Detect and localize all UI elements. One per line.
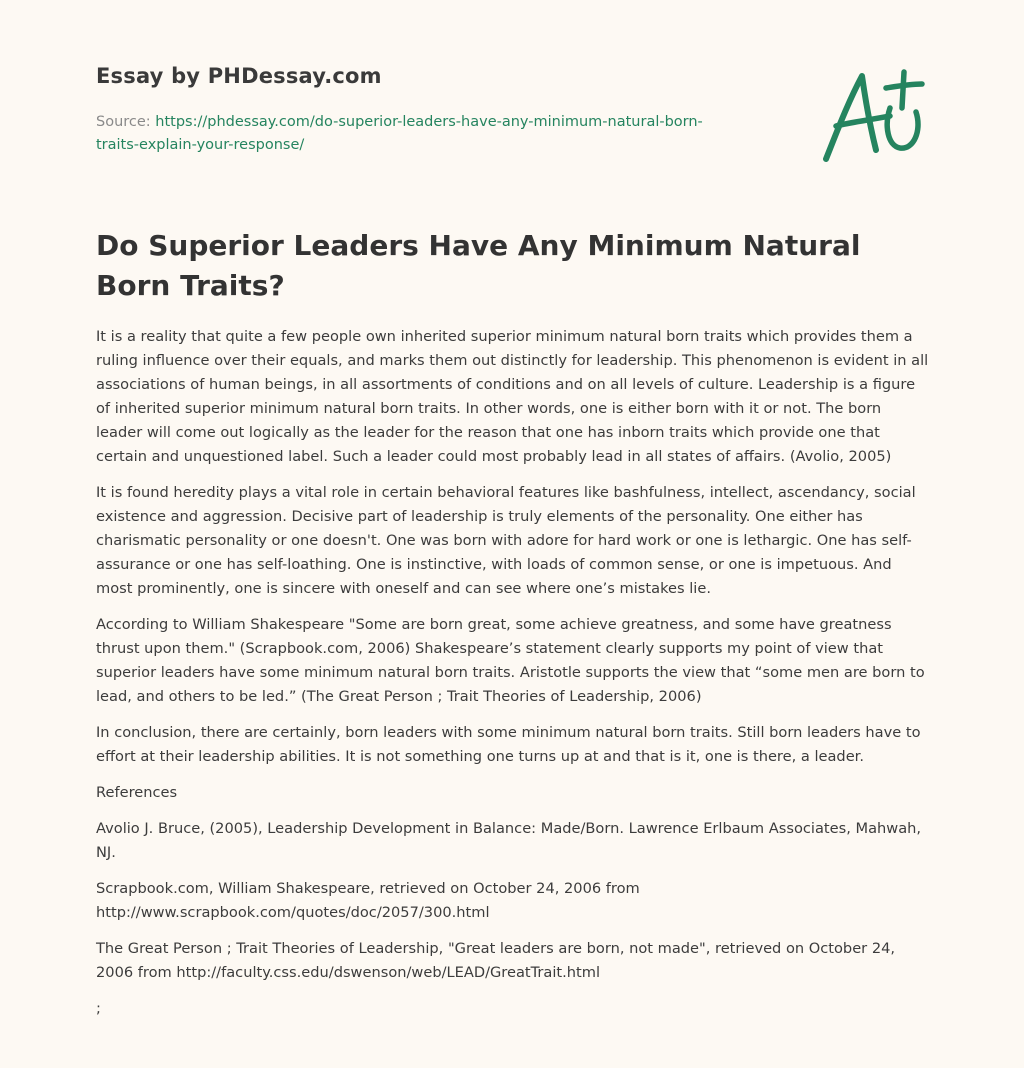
source-label: Source:: [96, 114, 156, 130]
reference-item: Avolio J. Bruce, (2005), Leadership Development in Balance: Made/Born. Lawrence Erlbaum Associates, Mahwah, NJ.: [96, 820, 922, 861]
reference-item: Scrapbook.com, William Shakespeare, retrieved on October 24, 2006 from http://www.scrapbook.com/quotes/doc/2057/300.html: [96, 880, 640, 921]
paragraph: In conclusion, there are certainly, born leaders with some minimum natural born traits. Still born leaders have to effort at their leadership abilities. It is not something one turns up at and that is it, one is there, a leader.: [96, 724, 921, 765]
paragraph: According to William Shakespeare "Some are born great, some achieve greatness, and some have greatness thrust upon them." (Scrapbook.com, 2006) Shakespeare’s statement clearly supports my point of view that superior leaders have some minimum natural born traits. Aristotle supports the view that “some men are born to lead, and others to be led.” (The Great Person ; Trait Theories of Leadership, 2006): [96, 616, 925, 705]
essay-body: [96, 325, 932, 1033]
source-link[interactable]: https://phdessay.com/do-superior-leaders-have-any-minimum-natural-born-traits-explain-your-response/: [96, 114, 703, 153]
source-line: [96, 111, 736, 157]
a-plus-logo-icon: [818, 64, 928, 164]
trailing-text: ;: [96, 1000, 101, 1017]
paragraph: It is found heredity plays a vital role in certain behavioral features like bashfulness, intellect, ascendancy, social existence and aggression. Decisive part of leadership is truly elements of the personality. One either has charismatic personality or one doesn't. One was born with adore for hard work or one is lethargic. One has self-assurance or one has self-loathing. One is instinctive, with loads of common sense, or one is impetuous. And most prominently, one is sincere with oneself and can see where one’s mistakes lie.: [96, 484, 916, 597]
site-brand: Essay by PHDessay.com: [96, 64, 382, 88]
references-heading: References: [96, 784, 178, 801]
reference-item: The Great Person ; Trait Theories of Leadership, "Great leaders are born, not made", retrieved on October 24, 2006 from http://faculty.css.edu/dswenson/web/LEAD/GreatTrait.html: [96, 940, 896, 981]
essay-title: Do Superior Leaders Have Any Minimum Natural Born Traits?: [96, 229, 861, 302]
paragraph: It is a reality that quite a few people own inherited superior minimum natural born traits which provides them a ruling influence over their equals, and marks them out distinctly for leadership. This phenomenon is evident in all associations of human beings, in all assortments of conditions and on all levels of culture. Leadership is a figure of inherited superior minimum natural born traits. In other words, one is either born with it or not. The born leader will come out logically as the leader for the reason that one has inborn traits which provide one that certain and unquestioned label. Such a leader could most probably lead in all states of affairs. (Avolio, 2005): [96, 328, 929, 465]
